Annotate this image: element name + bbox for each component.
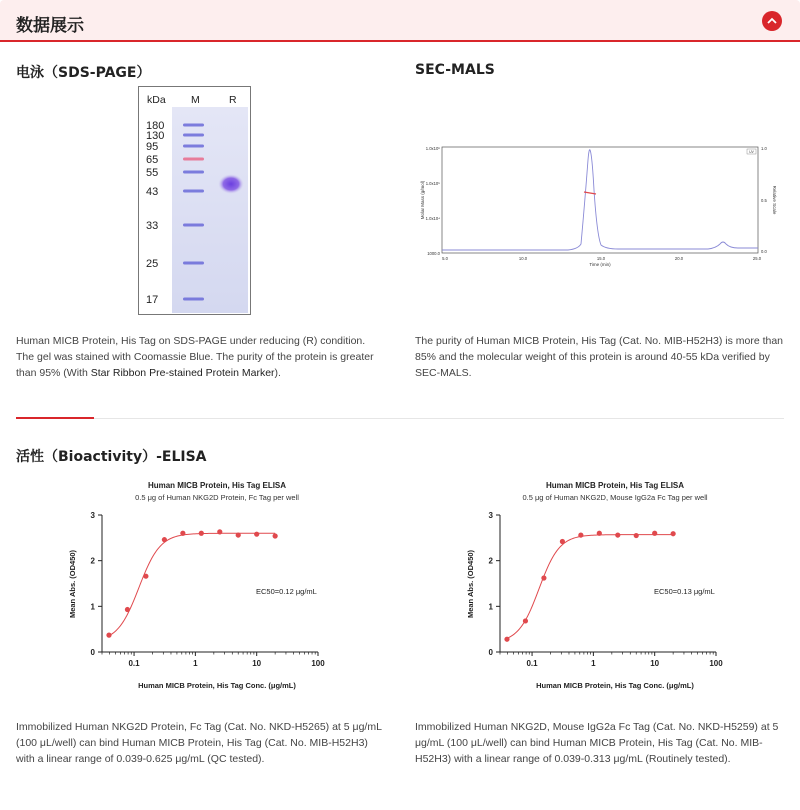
y-tick-label: 1 (488, 602, 493, 612)
data-point (523, 618, 528, 623)
sec-mals-chromatogram (418, 140, 778, 270)
sec-legend-label: UV (749, 150, 754, 154)
gel-marker-band (183, 124, 204, 127)
sec-left-tick: 1.0x10⁶ (425, 146, 440, 151)
gel-marker-band (183, 171, 204, 174)
elisa-2-ec50: EC50=0.13 μg/mL (654, 587, 715, 596)
gel-marker-size-label: 25 (146, 258, 159, 270)
elisa-1-description: Immobilized Human NKG2D Protein, Fc Tag (Cat. No. NKD-H5265) at 5 μg/mL (100 μL/well) can bind Human MICB Protein, His Tag (Cat. No. MIB-H52H3) with a linear range of 0.039-0.625 μg/mL (QC tested). (16, 721, 382, 765)
gel-marker-size-label: 130 (146, 130, 165, 142)
sds-page-title: 电泳（SDS-PAGE） (16, 65, 151, 81)
sds-page-gel-image (138, 86, 251, 315)
sec-x-tick: 15.0 (596, 256, 606, 261)
sec-x-tick: 25.0 (752, 256, 762, 261)
y-tick-label: 3 (488, 511, 493, 520)
gel-marker-size-label: 33 (146, 220, 159, 232)
x-tick-label: 0.1 (128, 659, 140, 668)
section-header (0, 0, 800, 42)
data-point (143, 574, 148, 579)
collapse-button[interactable] (762, 11, 782, 31)
elisa-1-marks (106, 529, 277, 637)
x-tick-label: 1 (193, 659, 198, 668)
marker-link[interactable]: Star Ribbon Pre-stained Protein Marker (90, 367, 275, 379)
sec-x-tick: 20.0 (674, 256, 684, 261)
elisa-1-subtitle: 0.5 μg of Human NKG2D Protein, Fc Tag per well (135, 493, 299, 502)
gel-marker-size-label: 17 (146, 294, 159, 306)
fit-curve (109, 533, 275, 636)
data-point (541, 575, 546, 580)
gel-marker-band (183, 298, 204, 301)
gel-marker-band (183, 224, 204, 227)
data-point (199, 531, 204, 536)
y-tick-label: 3 (90, 511, 95, 520)
sec-mals-description: The purity of Human MICB Protein, His Tag (Cat. No. MIB-H52H3) is more than 85% and the molecular weight of this protein is around 40-55 kDa verified by SEC-MALS. (415, 335, 784, 379)
y-tick-label: 2 (90, 556, 95, 566)
elisa-1-ylabel: Mean Abs. (OD450) (68, 549, 77, 619)
gel-marker-band (183, 145, 204, 148)
gel-marker-size-label: 65 (146, 154, 159, 166)
gel-marker-band (183, 158, 204, 161)
elisa-2-subtitle: 0.5 μg of Human NKG2D, Mouse IgG2a Fc Tag per well (522, 493, 708, 502)
data-point (254, 532, 259, 537)
sec-x-tick: 10.0 (518, 256, 528, 261)
y-tick-label: 0 (488, 648, 493, 657)
data-point (560, 539, 565, 544)
data-point (236, 532, 241, 537)
sec-right-tick: 0.5 (761, 198, 767, 203)
section-divider (16, 418, 784, 419)
bioactivity-title: 活性（Bioactivity）-ELISA (16, 449, 207, 465)
data-point (180, 531, 185, 536)
sec-plot-frame (442, 147, 758, 253)
sec-left-tick: 1.0x10⁴ (425, 216, 440, 221)
gel-reduced-label: R (229, 94, 237, 106)
x-tick-label: 0.1 (526, 659, 538, 668)
y-tick-label: 1 (90, 602, 95, 612)
sec-left-tick: 1.0x10⁵ (425, 181, 440, 186)
gel-marker-band (183, 190, 204, 193)
data-point (217, 529, 222, 534)
gel-marker-label: M (191, 94, 200, 106)
gel-marker-size-label: 43 (146, 186, 159, 198)
x-tick-label: 10 (650, 659, 660, 668)
elisa-1-ec50: EC50=0.12 μg/mL (256, 587, 317, 596)
gel-svg (139, 87, 250, 314)
y-tick-label: 2 (488, 556, 493, 566)
sec-right-tick: 1.0 (761, 146, 767, 151)
gel-marker-size-label: 55 (146, 167, 159, 179)
gel-marker-size-label: 180 (146, 120, 165, 132)
data-point (578, 532, 583, 537)
x-tick-label: 100 (311, 659, 325, 668)
gel-kda-label: kDa (147, 94, 166, 106)
x-tick-label: 1 (591, 659, 596, 668)
data-point (162, 537, 167, 542)
sec-right-tick: 0.0 (761, 249, 767, 254)
elisa-chart-1 (60, 476, 360, 696)
elisa-2-description: Immobilized Human NKG2D, Mouse IgG2a Fc Tag (Cat. No. NKD-H5259) at 5 μg/mL (100 μL/well) can bind Human MICB Protein, His Tag (Cat. No. MIB-H52H3) with a linear range of 0.039-0.313 μg/mL (Routinely tested). (415, 721, 779, 765)
data-point (273, 533, 278, 538)
sds-desc-part2: ). (274, 367, 281, 379)
data-point (597, 531, 602, 536)
x-tick-label: 10 (252, 659, 262, 668)
sds-desc-part1: Human MICB Protein, His Tag on SDS-PAGE under reducing (R) condition. The gel was stained with Coomassie Blue. The purity of the protein is greater than 95% (With (16, 335, 374, 379)
sec-uv-trace (442, 150, 758, 250)
elisa-1-title: Human MICB Protein, His Tag ELISA (147, 481, 287, 490)
sec-x-axis-label: Time (min) (589, 262, 611, 267)
data-point (671, 531, 676, 536)
chevron-up-icon (767, 17, 777, 25)
sec-left-tick: 1000.0 (427, 251, 440, 256)
data-point (504, 637, 509, 642)
data-point (125, 607, 130, 612)
elisa-2-xlabel: Human MICB Protein, His Tag Conc. (μg/mL) (536, 681, 694, 690)
data-point (106, 633, 111, 638)
sds-page-description (16, 333, 376, 381)
gel-marker-band (183, 262, 204, 265)
data-point (615, 532, 620, 537)
elisa-2-ylabel: Mean Abs. (OD450) (466, 549, 475, 619)
elisa-chart-2 (458, 476, 758, 696)
sec-right-axis-label: Relative Scale (772, 185, 777, 215)
y-tick-label: 0 (90, 648, 95, 657)
gel-marker-band (183, 134, 204, 137)
gel-sample-band (218, 174, 244, 194)
elisa-2-marks (504, 531, 675, 642)
data-point (652, 531, 657, 536)
sec-left-axis-label: Molar Mass (g/mol) (420, 180, 425, 220)
fit-curve (507, 535, 673, 639)
sec-mals-title: SEC-MALS (415, 62, 495, 78)
gel-marker-size-label: 95 (146, 141, 159, 153)
header-title: 数据展示 (16, 16, 84, 36)
sec-x-tick: 5.0 (442, 256, 448, 261)
section-divider-accent (16, 417, 94, 419)
elisa-1-xlabel: Human MICB Protein, His Tag Conc. (μg/mL) (138, 681, 296, 690)
x-tick-label: 100 (709, 659, 723, 668)
elisa-2-title: Human MICB Protein, His Tag ELISA (545, 481, 685, 490)
data-point (634, 533, 639, 538)
